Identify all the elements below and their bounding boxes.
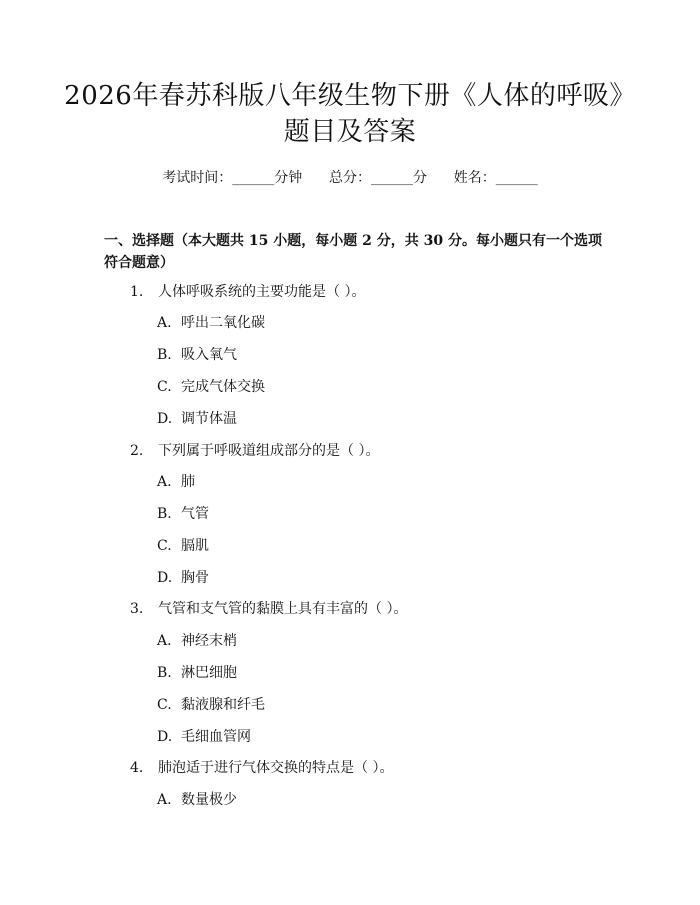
document-title: 2026年春苏科版八年级生物下册《人体的呼吸》题目及答案 (64, 81, 636, 147)
question-text: 肺泡适于进行气体交换的特点是（ ）。 (158, 760, 394, 776)
section-heading: 一、选择题（本大题共 15 小题，每小题 2 分，共 30 分。每小题只有一个选项符合题意） (104, 233, 602, 271)
option-text: 完成气体交换 (181, 379, 265, 395)
option-2b (157, 504, 209, 524)
option-text: 气管 (181, 506, 209, 522)
option-4a (157, 790, 237, 810)
question-number: 1. (130, 284, 144, 300)
question-2 (130, 441, 379, 461)
option-text: 膈肌 (181, 538, 209, 554)
option-letter: D. (157, 411, 173, 427)
question-number: 2. (130, 443, 144, 459)
option-text: 吸入氧气 (181, 347, 237, 363)
option-letter: A. (157, 474, 172, 490)
option-letter: A. (157, 633, 172, 649)
exam-info-line: 考试时间：______分钟 总分：______分 姓名：______ (162, 170, 538, 186)
option-3a (157, 631, 237, 651)
option-text: 淋巴细胞 (181, 665, 237, 681)
question-number: 4. (130, 760, 144, 776)
option-letter: D. (157, 570, 173, 586)
option-3c (157, 695, 265, 715)
question-3 (130, 599, 407, 619)
option-1c (157, 377, 265, 397)
question-1 (130, 282, 365, 302)
option-2d (157, 568, 209, 588)
option-letter: A. (157, 792, 172, 808)
option-2a (157, 472, 195, 492)
option-text: 调节体温 (181, 411, 237, 427)
option-3d (157, 727, 251, 747)
option-letter: A. (157, 315, 172, 331)
option-3b (157, 663, 237, 683)
option-letter: C. (157, 538, 172, 554)
option-1a (157, 313, 265, 333)
question-text: 气管和支气管的黏膜上具有丰富的（ ）。 (158, 601, 408, 617)
option-letter: D. (157, 729, 173, 745)
question-number: 3. (130, 601, 144, 617)
option-letter: C. (157, 379, 172, 395)
option-text: 神经末梢 (181, 633, 237, 649)
option-1d (157, 409, 237, 429)
option-letter: B. (157, 506, 172, 522)
question-4 (130, 758, 393, 778)
option-letter: C. (157, 697, 172, 713)
option-text: 呼出二氧化碳 (181, 315, 265, 331)
option-letter: B. (157, 347, 172, 363)
option-text: 肺 (181, 474, 195, 490)
question-text: 人体呼吸系统的主要功能是（ ）。 (158, 284, 366, 300)
option-letter: B. (157, 665, 172, 681)
option-text: 黏液腺和纤毛 (181, 697, 265, 713)
question-text: 下列属于呼吸道组成部分的是（ ）。 (158, 443, 380, 459)
option-2c (157, 536, 209, 556)
option-text: 毛细血管网 (181, 729, 251, 745)
option-text: 胸骨 (181, 570, 209, 586)
option-text: 数量极少 (181, 792, 237, 808)
option-1b (157, 345, 237, 365)
